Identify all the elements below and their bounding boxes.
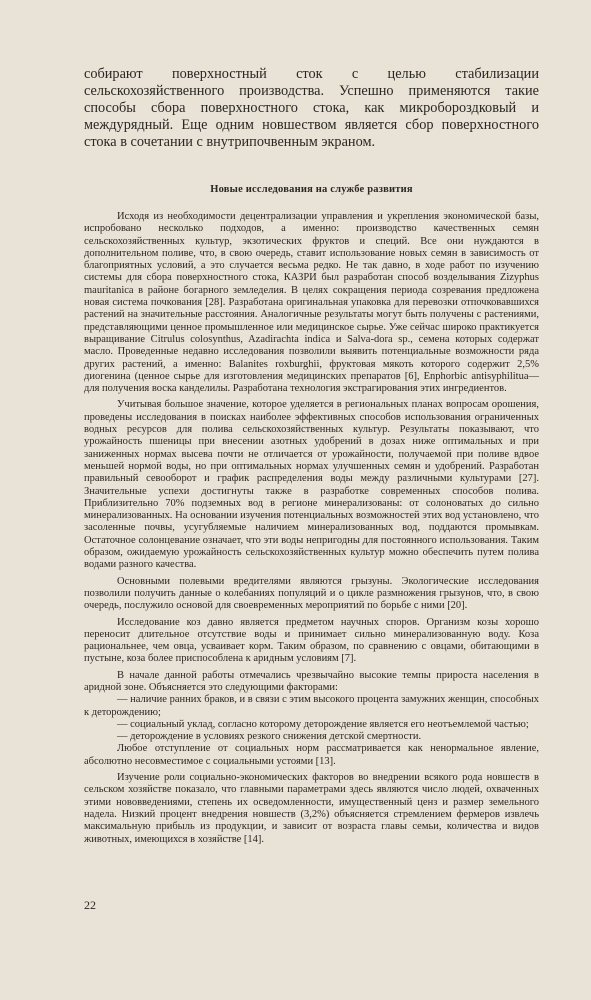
list-item: — социальный уклад, согласно которому деторождение является его неотъемлемой частью; <box>117 718 529 730</box>
intro-text <box>84 66 539 151</box>
page-number: 22 <box>84 898 96 912</box>
paragraph: Изучение роли социально-экономических факторов во внедрении всякого рода новшеств в сельском хозяйстве показало, что главными параметрами здесь являются число людей, охваченных этими нововведениями, степень их осведомленности, имущественный ценз и размер земельного надела. Низкий процент внедрения новшеств (3,2%) объясняется стремлением фермеров извлечь максимальную прибыль из продукции, и зависит от возраста главы семьи, количества и видов животных, имеющихся в хозяйстве [14]. <box>84 772 539 845</box>
intro-paragraph: собирают поверхностный сток с целью стабилизации сельскохозяйственного производства. Успешно применяются такие способы сбора поверхностного стока, как микробороздковый и междурядный. Еще одним новшеством является сбор поверхностного стока в сочетании с внутрипочвенным экраном. <box>84 66 539 150</box>
paragraph: В начале данной работы отмечались чрезвычайно высокие темпы прироста населения в аридной зоне. Объясняется это следующими факторами: <box>84 669 539 693</box>
paragraph: Учитывая большое значение, которое уделяется в региональных планах вопросам орошения, проведены исследования в поисках наиболее эффективных способов использования ограниченных водных ресурсов для полива сельскохозяйственных культур. Результаты показывают, что урожайность пшеницы при внесении азотных удобрений в дозах ниже оптимальных и при заниженных нормах высева почти не отличается от урожайности, получаемой при поливе вдвое меньшей нормой воды, но при оптимальных нормах улучшенных семян и удобрений. Разработан правильный севооборот и график распределения воды между различными культурами [27]. Значительные успехи достигнуты также в разработке современных способов полива. Приблизительно 70% подземных вод в регионе минерализованы: от солоноватых до сильно минерализованных. На основании изучения потенциальных возможностей этих вод установлено, что засоленные почвы, усугубляемые наличием минерализованных вод, поддаются промывкам. Остаточное солонцевание означает, что эти воды непригодны для постоянного использования. Таким образом, ожидаемую урожайность сельскохозяйственных культур можно обеспечить путем полива водами разного качества. <box>84 399 539 571</box>
list-item: — деторождение в условиях резкого снижения детской смертности. <box>117 731 422 743</box>
paragraph: Исходя из необходимости децентрализации управления и укрепления экономической базы, испробовано несколько подходов, а именно: производство качественных семян сельскохозяйственных культур, экзотических фруктов и специй. Все они нуждаются в дополнительном поливе, что, в свою очередь, ставит использование новых семян в зависимость от благоприятных условий, а это случается весьма редко. Не так давно, в ходе работ по изучению системы для сбора поверхностного стока, КАЗРИ был разработан способ возделывания Zizyphus mauritanica в районе богарного земледелия. В целях сокращения периода созревания предложена новая система почкования [28]. Разработана оригинальная упаковка для перевозки отпочковавшихся растений на значительные расстояния. Аналогичные результаты могут быть получены с растениями, представляющими ценное промышленное или медицинское сырье. Уже сейчас широко практикуется выращивание Citrulus colosynthus, Azadirachta indica и Salva-dora sp., семена которых содержат масло. Проведенные недавно исследования позволили выявить потенциальные возможности ряда других растений, а именно: Balanites roxburghii, фруктовая мякоть которого содержит 2,5% диогенина (ценное сырье для изготовления медицинских препаратов [6], Enphorbic antisyphilitua— для получения воска канделилы. Разработана технология экстрагирования этих ингредиентов. <box>84 211 539 395</box>
paragraph: Основными полевыми вредителями являются грызуны. Экологические исследования позволили получить данные о колебаниях популяций и о цикле размножения грызунов, что, в свою очередь, послужило основой для своевременных мероприятий по борьбе с ними [20]. <box>84 575 539 612</box>
paragraph: Любое отступление от социальных норм рассматривается как ненормальное явление, абсолютно несовместимое с социальными устоями [13]. <box>84 743 539 767</box>
body-text <box>84 211 539 846</box>
section-title: Новые исследования на службе развития <box>210 184 413 195</box>
list-item: — наличие ранних браков, и в связи с этим высокого процента замужних женщин, способных к деторождению; <box>84 694 539 718</box>
paragraph: Исследование коз давно является предметом научных споров. Организм козы хорошо переносит длительное отсутствие воды и принимает сильно минерализованную воду. Коза рациональнее, чем овца, усваивает корм. Таким образом, по сравнению с овцами, обитающими в пустыне, коза более приспособлена к аридным условиям [7]. <box>84 616 539 665</box>
